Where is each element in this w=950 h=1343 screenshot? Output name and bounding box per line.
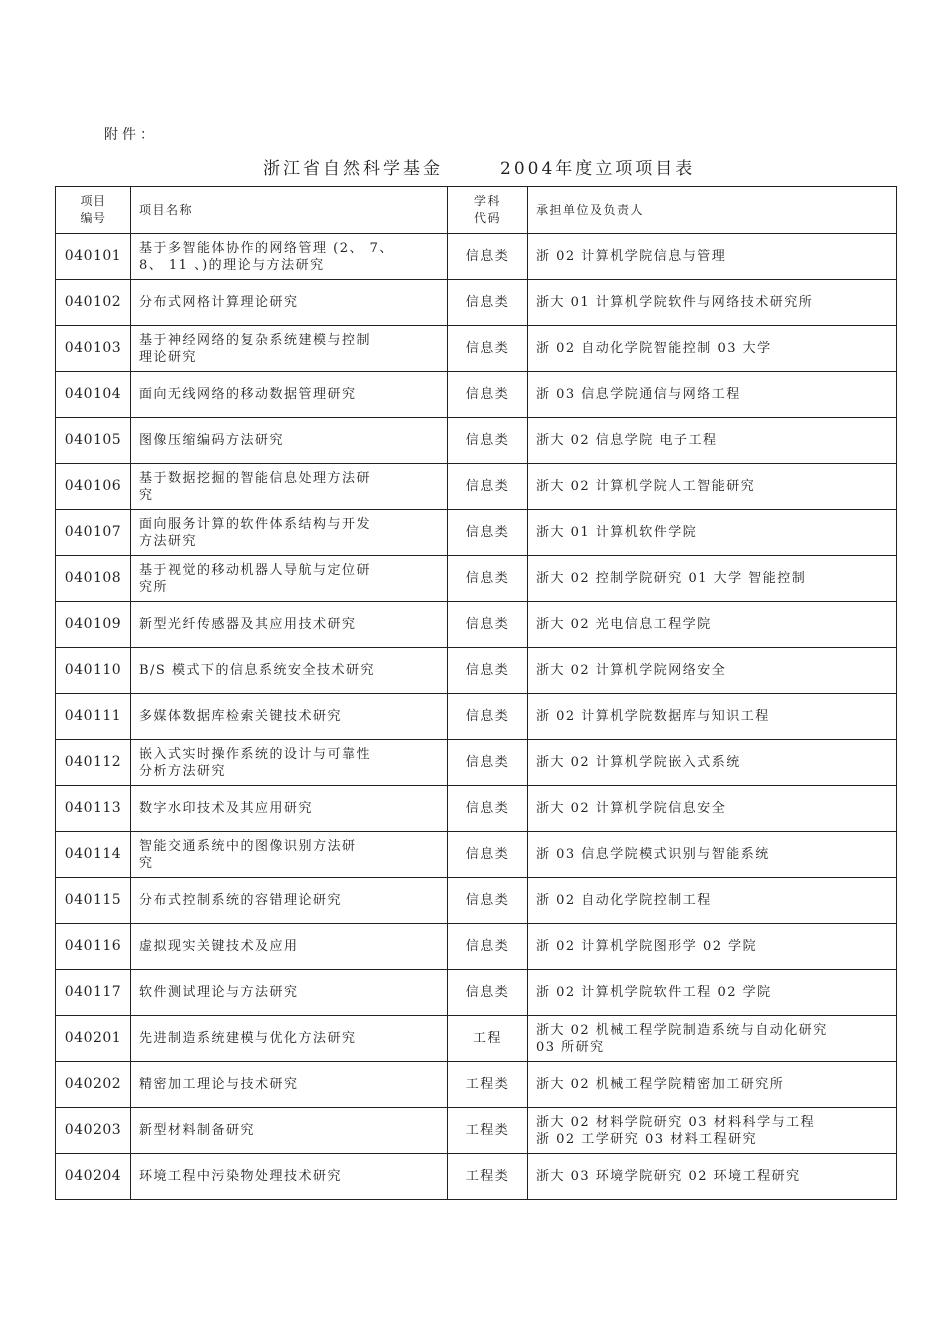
table-row — [56, 602, 897, 648]
header-code: 项目 编号 — [56, 187, 131, 234]
subject-code: 工程类 — [448, 1062, 528, 1108]
page-title-right: 2004年度立项项目表 — [500, 159, 696, 179]
subject-code: 信息类 — [448, 648, 528, 694]
project-code: 040108 — [56, 556, 131, 602]
table-row — [56, 878, 897, 924]
project-name: 基于数据挖掘的智能信息处理方法研 究 — [131, 464, 448, 510]
unit-and-leader: 浙 02 计算机学院图形学 02 学院 — [528, 924, 897, 970]
project-name: B/S 模式下的信息系统安全技术研究 — [131, 648, 448, 694]
table-row — [56, 510, 897, 556]
project-name: 基于多智能体协作的网络管理 (2、 7、 8、 11 、)的理论与方法研究 — [131, 234, 448, 280]
unit-and-leader: 浙大 03 环境学院研究 02 环境工程研究 — [528, 1154, 897, 1200]
unit-and-leader: 浙大 02 材料学院研究 03 材料科学与工程 浙 02 工学研究 03 材料工程研究 — [528, 1108, 897, 1154]
attachment-label: 附件： — [104, 127, 158, 143]
project-code: 040115 — [56, 878, 131, 924]
project-code: 040203 — [56, 1108, 131, 1154]
project-code: 040117 — [56, 970, 131, 1016]
subject-code: 信息类 — [448, 556, 528, 602]
table-row — [56, 464, 897, 510]
table-row — [56, 694, 897, 740]
table-row — [56, 970, 897, 1016]
unit-and-leader: 浙 02 自动化学院智能控制 03 大学 — [528, 326, 897, 372]
project-code: 040105 — [56, 418, 131, 464]
project-code: 040107 — [56, 510, 131, 556]
table-row — [56, 372, 897, 418]
project-name: 智能交通系统中的图像识别方法研 究 — [131, 832, 448, 878]
subject-code: 信息类 — [448, 786, 528, 832]
project-code: 040111 — [56, 694, 131, 740]
table-row — [56, 556, 897, 602]
subject-code: 信息类 — [448, 924, 528, 970]
subject-code: 信息类 — [448, 326, 528, 372]
project-name: 数字水印技术及其应用研究 — [131, 786, 448, 832]
subject-code: 信息类 — [448, 694, 528, 740]
table-row — [56, 1062, 897, 1108]
project-code: 040104 — [56, 372, 131, 418]
header-subject: 学科 代码 — [448, 187, 528, 234]
project-table — [55, 186, 897, 1200]
project-code: 040114 — [56, 832, 131, 878]
subject-code: 工程类 — [448, 1154, 528, 1200]
unit-and-leader: 浙 02 计算机学院软件工程 02 学院 — [528, 970, 897, 1016]
unit-and-leader: 浙大 02 计算机学院人工智能研究 — [528, 464, 897, 510]
project-code: 040110 — [56, 648, 131, 694]
project-code: 040201 — [56, 1016, 131, 1062]
unit-and-leader: 浙 02 计算机学院信息与管理 — [528, 234, 897, 280]
header-unit: 承担单位及负责人 — [528, 187, 897, 234]
subject-code: 信息类 — [448, 970, 528, 1016]
unit-and-leader: 浙大 02 信息学院 电子工程 — [528, 418, 897, 464]
project-name: 环境工程中污染物处理技术研究 — [131, 1154, 448, 1200]
page-title-left: 浙江省自然科学基金 — [263, 159, 443, 179]
header-name: 项目名称 — [131, 187, 448, 234]
table-row — [56, 234, 897, 280]
project-name: 分布式网格计算理论研究 — [131, 280, 448, 326]
unit-and-leader: 浙大 02 光电信息工程学院 — [528, 602, 897, 648]
project-name: 先进制造系统建模与优化方法研究 — [131, 1016, 448, 1062]
project-code: 040101 — [56, 234, 131, 280]
project-code: 040106 — [56, 464, 131, 510]
table-row — [56, 326, 897, 372]
project-name: 多媒体数据库检索关键技术研究 — [131, 694, 448, 740]
project-code: 040102 — [56, 280, 131, 326]
unit-and-leader: 浙大 01 计算机软件学院 — [528, 510, 897, 556]
project-name: 图像压缩编码方法研究 — [131, 418, 448, 464]
table-row — [56, 832, 897, 878]
table-row — [56, 280, 897, 326]
subject-code: 信息类 — [448, 510, 528, 556]
subject-code: 信息类 — [448, 602, 528, 648]
subject-code: 工程 — [448, 1016, 528, 1062]
subject-code: 信息类 — [448, 280, 528, 326]
unit-and-leader: 浙 02 计算机学院数据库与知识工程 — [528, 694, 897, 740]
unit-and-leader: 浙大 02 机械工程学院精密加工研究所 — [528, 1062, 897, 1108]
unit-and-leader: 浙大 02 计算机学院嵌入式系统 — [528, 740, 897, 786]
project-name: 基于视觉的移动机器人导航与定位研 究所 — [131, 556, 448, 602]
table-header-row — [56, 187, 897, 234]
subject-code: 信息类 — [448, 464, 528, 510]
project-code: 040109 — [56, 602, 131, 648]
unit-and-leader: 浙 03 信息学院通信与网络工程 — [528, 372, 897, 418]
unit-and-leader: 浙大 02 控制学院研究 01 大学 智能控制 — [528, 556, 897, 602]
table-body — [56, 234, 897, 1200]
subject-code: 信息类 — [448, 234, 528, 280]
project-name: 软件测试理论与方法研究 — [131, 970, 448, 1016]
subject-code: 信息类 — [448, 878, 528, 924]
project-name: 精密加工理论与技术研究 — [131, 1062, 448, 1108]
project-code: 040202 — [56, 1062, 131, 1108]
table-row — [56, 740, 897, 786]
table-row — [56, 1016, 897, 1062]
unit-and-leader: 浙 02 自动化学院控制工程 — [528, 878, 897, 924]
subject-code: 信息类 — [448, 418, 528, 464]
table-row — [56, 418, 897, 464]
unit-and-leader: 浙 03 信息学院模式识别与智能系统 — [528, 832, 897, 878]
table-row — [56, 1154, 897, 1200]
unit-and-leader: 浙大 01 计算机学院软件与网络技术研究所 — [528, 280, 897, 326]
table-row — [56, 924, 897, 970]
subject-code: 工程类 — [448, 1108, 528, 1154]
project-name: 基于神经网络的复杂系统建模与控制 理论研究 — [131, 326, 448, 372]
subject-code: 信息类 — [448, 372, 528, 418]
table-row — [56, 648, 897, 694]
project-code: 040112 — [56, 740, 131, 786]
project-name: 面向无线网络的移动数据管理研究 — [131, 372, 448, 418]
project-name: 新型光纤传感器及其应用技术研究 — [131, 602, 448, 648]
project-name: 新型材料制备研究 — [131, 1108, 448, 1154]
project-name: 分布式控制系统的容错理论研究 — [131, 878, 448, 924]
project-code: 040103 — [56, 326, 131, 372]
unit-and-leader: 浙大 02 机械工程学院制造系统与自动化研究 03 所研究 — [528, 1016, 897, 1062]
project-name: 面向服务计算的软件体系结构与开发 方法研究 — [131, 510, 448, 556]
project-code: 040204 — [56, 1154, 131, 1200]
project-name: 嵌入式实时操作系统的设计与可靠性 分析方法研究 — [131, 740, 448, 786]
project-name: 虚拟现实关键技术及应用 — [131, 924, 448, 970]
project-code: 040113 — [56, 786, 131, 832]
unit-and-leader: 浙大 02 计算机学院信息安全 — [528, 786, 897, 832]
subject-code: 信息类 — [448, 832, 528, 878]
table-row — [56, 786, 897, 832]
unit-and-leader: 浙大 02 计算机学院网络安全 — [528, 648, 897, 694]
table-row — [56, 1108, 897, 1154]
subject-code: 信息类 — [448, 740, 528, 786]
project-code: 040116 — [56, 924, 131, 970]
